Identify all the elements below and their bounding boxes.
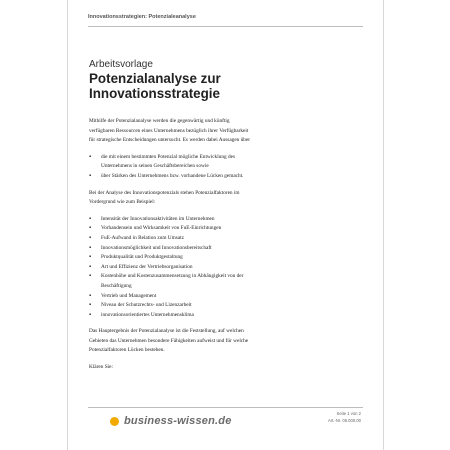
text-line: ▪ Vorhandensein und Wirksamkeit von FuE-Einrichtungen [101, 225, 222, 232]
footer-divider [88, 407, 363, 408]
logo-dot-icon [110, 417, 119, 426]
list-item [89, 301, 349, 311]
running-header: Innovationsstrategien: Potenzialeanalyse [88, 14, 196, 20]
text-line: Bei der Analyse des Innovationspotenzials stehen Potenzialfaktoren im [89, 189, 240, 196]
text-line: ▪ Vertrieb und Management [101, 292, 157, 299]
text-line: ▪ Art und Effizienz der Vertriebsorganisation [101, 263, 193, 270]
header-divider [88, 26, 363, 27]
list-item [89, 234, 349, 244]
text-line: Gebieten das Unternehmen besondere Fähigkeiten aufweist und für welche [89, 337, 249, 344]
factors-list [89, 215, 349, 321]
text-line: Unternehmens in seinen Geschäftsbereichen sowie [101, 163, 209, 170]
list-item [89, 224, 349, 234]
document-body [89, 117, 349, 380]
text-line: ▪ über Stärken des Unternehmens bzw. vorhandene Lücken gemacht. [101, 172, 244, 179]
closing-prompt: Klären Sie: [89, 364, 113, 371]
document-title: Potenzialanalyse zur Innovationsstrategie [89, 71, 221, 101]
text-line: verfügbaren Ressourcen eines Unternehmens bezüglich ihrer Verfügbarkeit [89, 127, 249, 134]
list-item [89, 263, 349, 273]
intro-paragraph [89, 117, 349, 146]
text-line: ▪ innovationsorientiertes Unternehmensklima [101, 311, 194, 318]
text-line: ▪ Niveau der Schutzrechts- und Lizenzarbeit [101, 302, 192, 309]
document-page [67, 0, 384, 450]
factors-paragraph [89, 189, 349, 208]
conclusion-paragraph [89, 327, 349, 356]
page-number: Seite 1 von 2 [336, 411, 361, 416]
list-item [89, 244, 349, 254]
text-line: Vordergrund wie zum Beispiel: [89, 199, 156, 206]
list-item [89, 172, 349, 182]
text-line: ▪ Innovationsmöglichkeit und Innovationsbereitschaft [101, 244, 212, 251]
text-line: ▪ Intensität der Innovationsaktivitäten im Unternehmen [101, 215, 215, 222]
text-line: ▪ die mit einem bestimmten Potenzial mögliche Entwicklung des [101, 153, 236, 160]
document-kicker: Arbeitsvorlage [89, 59, 153, 70]
text-line: Beschäftigung [101, 282, 132, 289]
brand-logo [110, 415, 232, 427]
list-item [89, 215, 349, 225]
intro-bullet-list [89, 153, 349, 182]
list-item [89, 253, 349, 263]
text-line: Das Hauptergebnis der Potenzialanalyse ist die Feststellung, auf welchen [89, 328, 244, 335]
text-line: Potenzialfaktoren Lücken bestehen. [89, 347, 165, 354]
text-line: Mithilfe der Potenzialanalyse werden die gegenwärtig und künftig [89, 118, 230, 124]
logo-text: business-wissen.de [124, 415, 232, 427]
list-item [89, 311, 349, 321]
list-item [89, 153, 349, 172]
list-item [89, 292, 349, 302]
page-info [328, 411, 361, 424]
text-line: ▪ Produktqualität und Produktgestaltung [101, 254, 183, 261]
text-line: für strategische Entscheidungen untersucht. Es werden dabei Aussagen über [89, 137, 251, 144]
text-line: ▪ Kostenhöhe und Kostenzusammensetzung in Abhängigkeit von der [101, 273, 244, 280]
list-item [89, 272, 349, 291]
text-line: ▪ FuE-Aufwand in Relation zum Umsatz [101, 234, 184, 241]
article-number: Art.-Nr. 06.000.00 [327, 417, 361, 423]
